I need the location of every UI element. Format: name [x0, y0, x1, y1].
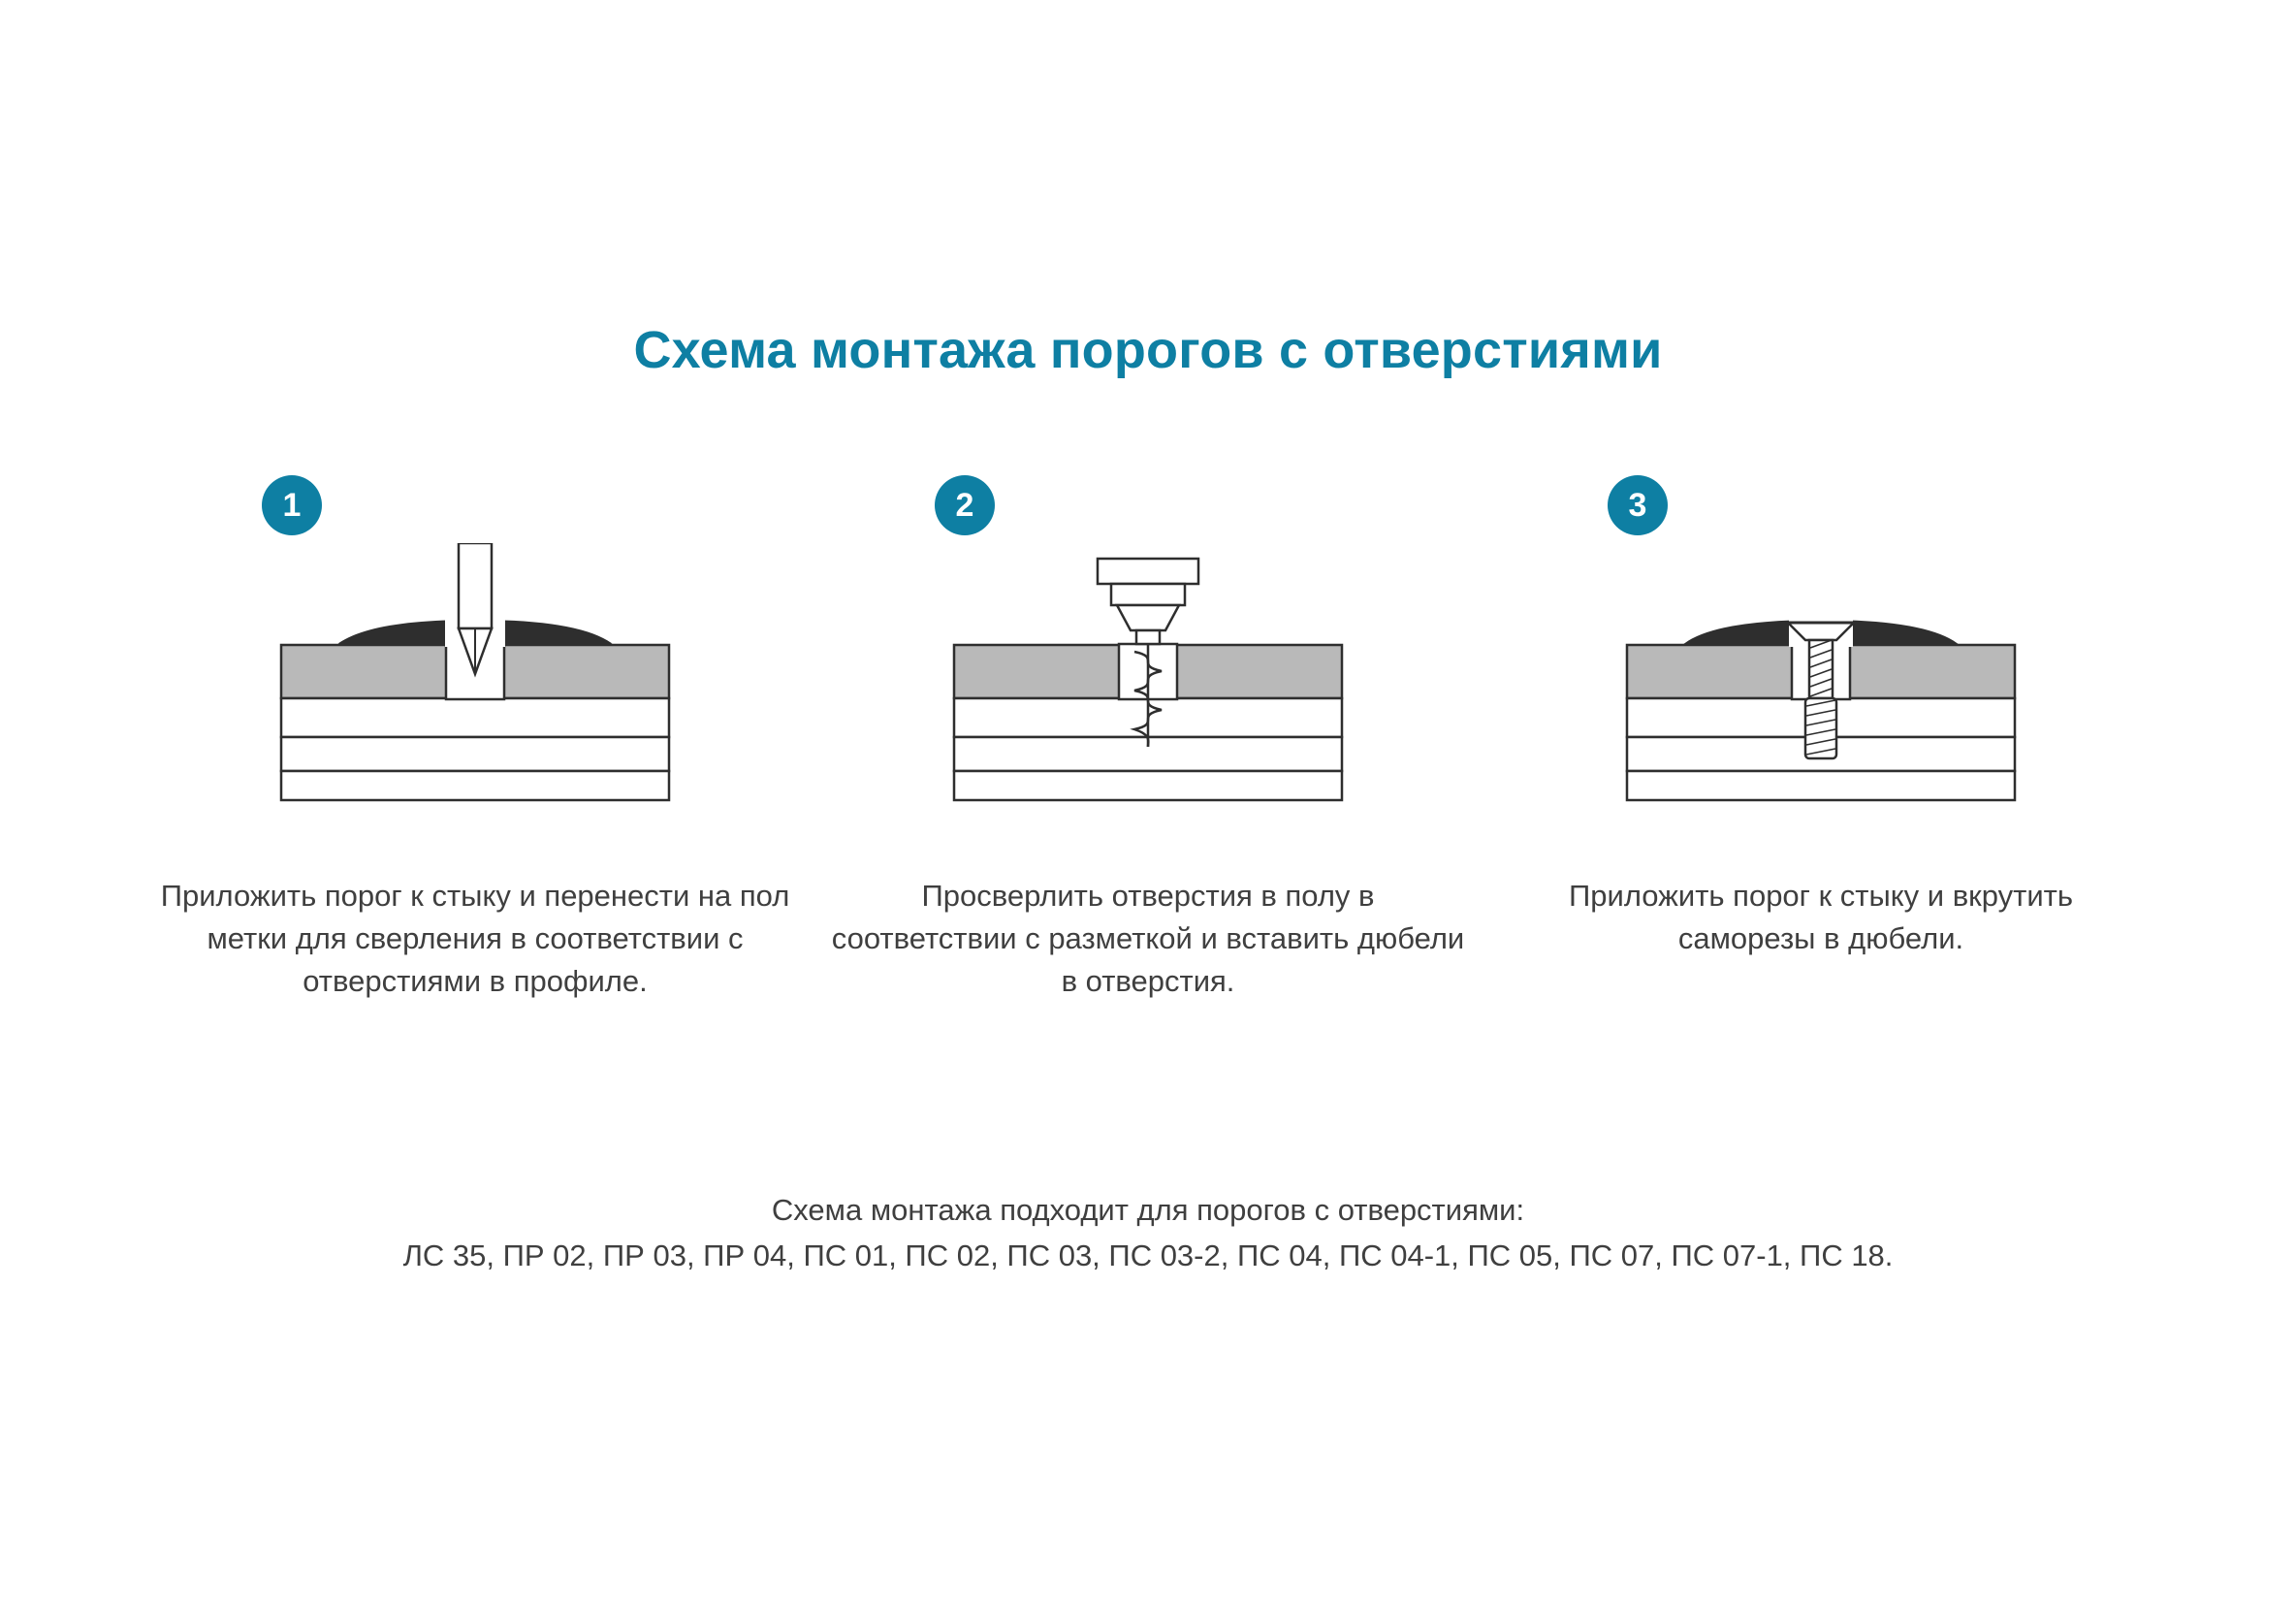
footer-note [0, 1188, 2296, 1278]
step-3-illustration [1501, 543, 2141, 853]
screw-fixed-threshold-icon [1617, 543, 2025, 834]
page-title: Схема монтажа порогов с отверстиями [633, 321, 1663, 379]
drill-bit-over-threshold-icon [271, 543, 679, 834]
step-number-badge: 2 [935, 475, 995, 535]
drill-making-hole-icon [944, 543, 1352, 834]
step-2-illustration [828, 543, 1468, 853]
steps-container [155, 475, 2141, 1003]
footer-line-2: ЛС 35, ПР 02, ПР 03, ПР 04, ПС 01, ПС 02, ПС 03, ПС 03-2, ПС 04, ПС 04-1, ПС 05, ПС 07, ПС 07-1, ПС 18. [402, 1238, 1894, 1272]
step-number-badge: 1 [262, 475, 322, 535]
step-2 [828, 475, 1468, 1003]
step-2-caption: Просверлить отверстия в полу в соответствии с разметкой и вставить дюбели в отверстия. [831, 879, 1465, 999]
step-1 [155, 475, 795, 1003]
step-1-illustration [155, 543, 795, 853]
step-number-badge: 3 [1608, 475, 1668, 535]
step-1-caption: Приложить порог к стыку и перенести на пол метки для сверления в соответствии с отверстиями в профиле. [160, 879, 790, 999]
footer-line-1: Схема монтажа подходит для порогов с отверстиями: [771, 1193, 1525, 1227]
step-3-caption: Приложить порог к стыку и вкрутить саморезы в дюбели. [1568, 879, 2073, 956]
step-3 [1501, 475, 2141, 1003]
